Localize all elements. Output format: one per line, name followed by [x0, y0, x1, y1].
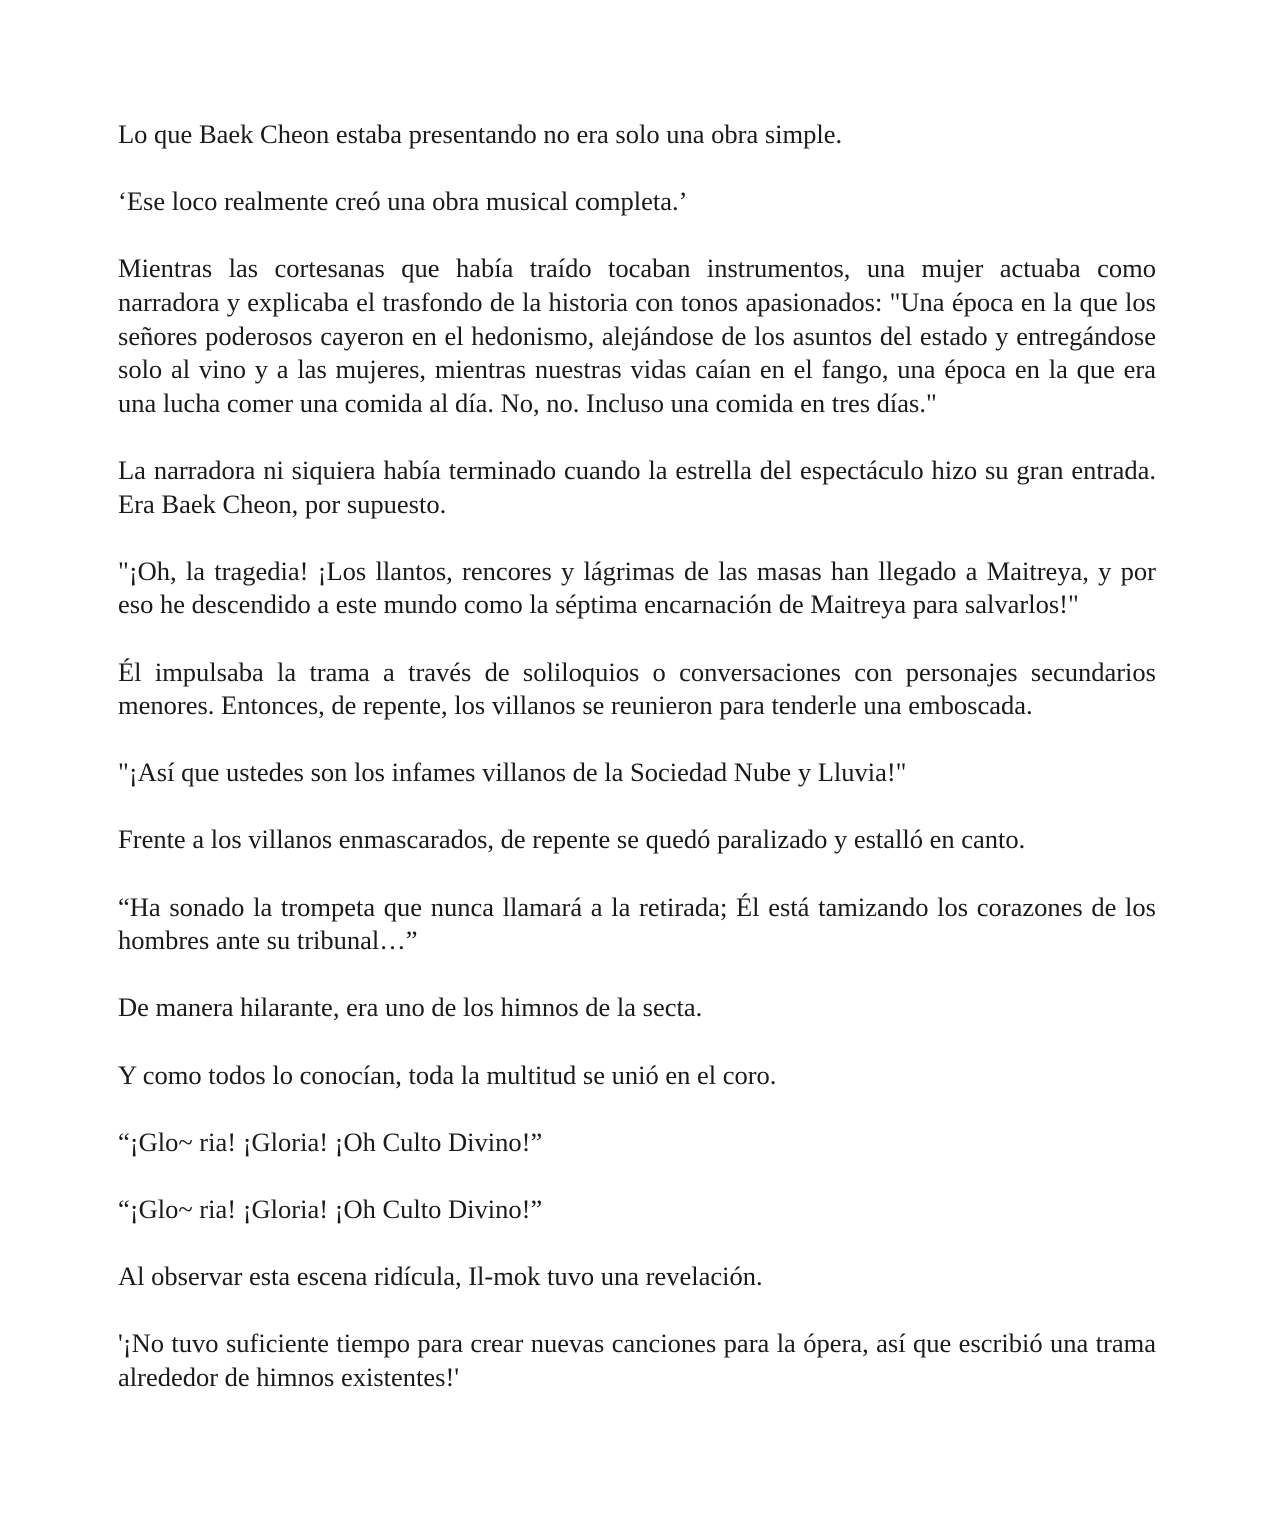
- paragraph: De manera hilarante, era uno de los himnos de la secta.: [118, 992, 703, 1023]
- document-page: [118, 118, 1156, 1428]
- paragraph: “¡Glo~ ria! ¡Gloria! ¡Oh Culto Divino!”: [118, 1194, 543, 1224]
- paragraph: "¡Oh, la tragedia! ¡Los llantos, rencores y lágrimas de las masas han llegado a Maitreya, y por eso he descendido a este mundo como la séptima encarnación de Maitreya para salvarlos!": [118, 555, 1156, 620]
- paragraph: “¡Glo~ ria! ¡Gloria! ¡Oh Culto Divino!”: [118, 1126, 543, 1157]
- paragraph: La narradora ni siquiera había terminado cuando la estrella del espectáculo hizo su gran entrada. Era Baek Cheon, por supuesto.: [118, 454, 1156, 519]
- paragraph: '¡No tuvo suficiente tiempo para crear nuevas canciones para la ópera, así que escribió una trama alrededor de himnos existentes!': [118, 1328, 1156, 1392]
- paragraph: "¡Así que ustedes son los infames villanos de la Sociedad Nube y Lluvia!": [118, 757, 907, 788]
- paragraph: Frente a los villanos enmascarados, de repente se quedó paralizado y estalló en canto.: [118, 824, 1026, 855]
- paragraph: “Ha sonado la trompeta que nunca llamará a la retirada; Él está tamizando los corazones de los hombres ante su tribunal…”: [118, 891, 1156, 956]
- paragraph: Lo que Baek Cheon estaba presentando no era solo una obra simple.: [118, 119, 843, 149]
- paragraph: Al observar esta escena ridícula, Il-mok tuvo una revelación.: [118, 1261, 763, 1292]
- paragraph: Él impulsaba la trama a través de soliloquios o conversaciones con personajes secundarios menores. Entonces, de repente, los villanos se reunieron para tenderle una emboscada.: [118, 656, 1156, 721]
- paragraph: Mientras las cortesanas que había traído tocaban instrumentos, una mujer actuaba como narradora y explicaba el trasfondo de la historia con tonos apasionados: "Una época en la que los señores poderosos cayeron en el hedonismo, alejándose de los asuntos del estado y entregándose solo al vino y a las mujeres, mientras nuestras vidas caían en el fango, una época en la que era una lucha comer una comida al día. No, no. Incluso una comida en tres días.": [118, 253, 1156, 418]
- paragraph: Y como todos lo conocían, toda la multitud se unió en el coro.: [118, 1059, 777, 1090]
- paragraph: ‘Ese loco realmente creó una obra musical completa.’: [118, 186, 688, 217]
